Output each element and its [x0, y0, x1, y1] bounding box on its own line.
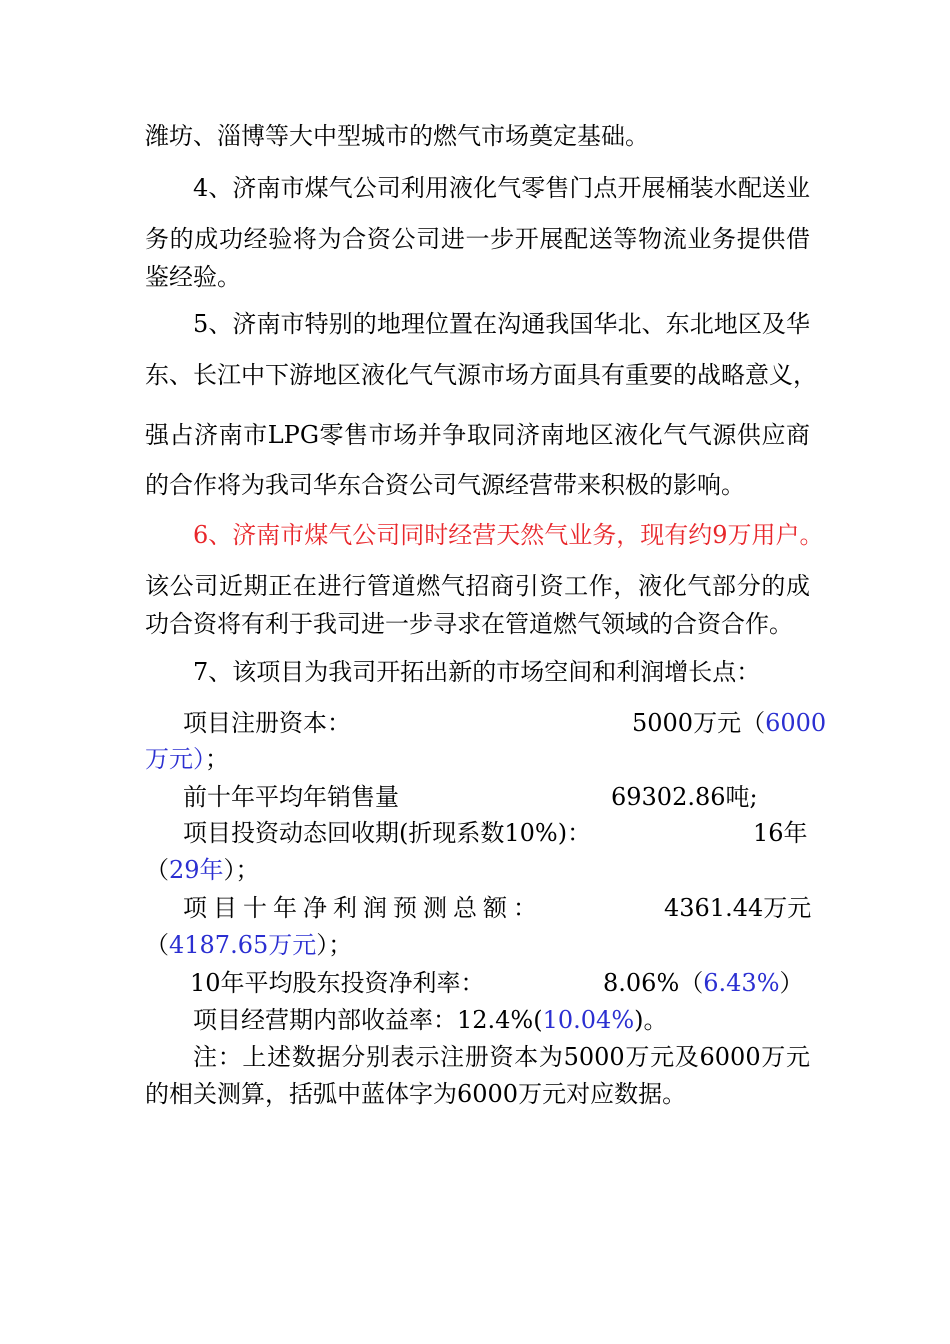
item-label: 10年平均股东投资净利率：	[190, 969, 485, 997]
paragraph-line: 东、长江中下游地区液化气气源市场方面具有重要的战略意义，	[145, 361, 817, 389]
paragraph-line: 潍坊、淄博等大中型城市的燃气市场奠定基础。	[145, 122, 649, 150]
item-continuation: （29年）；	[145, 856, 260, 884]
item-continuation: （4187.65万元）；	[145, 931, 353, 959]
item-value: 5000万元（6000	[632, 709, 827, 737]
item-label: 项目投资动态回收期(折现系数10%)：	[183, 819, 592, 847]
paragraph-line: 务的成功经验将为合资公司进一步开展配送等物流业务提供借	[145, 225, 810, 253]
item-roi	[190, 966, 810, 1000]
item-registered-capital	[183, 706, 827, 740]
item-annual-sales	[183, 780, 810, 814]
item-value: 4361.44万元	[664, 894, 812, 922]
paragraph-line: 7、该项目为我司开拓出新的市场空间和利润增长点：	[193, 658, 761, 686]
item-value: 16年	[753, 819, 808, 847]
note-line: 注：上述数据分别表示注册资本为5000万元及6000万元	[193, 1043, 810, 1071]
item-label: 项目注册资本：	[183, 709, 351, 737]
paragraph-line: 强占济南市LPG零售市场并争取同济南地区液化气气源供应商	[145, 421, 810, 449]
item-value: 69302.86吨;	[611, 783, 758, 811]
paragraph-line: 鉴经验。	[145, 263, 241, 291]
paragraph-line: 4、济南市煤气公司利用液化气零售门点开展桶装水配送业	[193, 174, 810, 202]
item-label: 前十年平均年销售量	[183, 783, 399, 811]
item-value: 8.06%（6.43%）	[603, 969, 804, 997]
highlighted-line: 6、济南市煤气公司同时经营天然气业务，现有约9万用户。	[193, 521, 824, 549]
item-label: 项目十年净利润预测总额：	[183, 894, 543, 922]
item-payback-period	[183, 816, 810, 850]
note-line: 的相关测算，括弧中蓝体字为6000万元对应数据。	[145, 1080, 687, 1108]
item-net-profit	[183, 891, 810, 925]
paragraph-line: 该公司近期正在进行管道燃气招商引资工作，液化气部分的成	[145, 572, 810, 600]
paragraph-line: 的合作将为我司华东合资公司气源经营带来积极的影响。	[145, 471, 745, 499]
item-continuation: 万元）；	[145, 745, 229, 773]
item-irr: 项目经营期内部收益率：12.4%(10.04%)。	[193, 1006, 668, 1034]
paragraph-line: 功合资将有利于我司进一步寻求在管道燃气领域的合资合作。	[145, 610, 793, 638]
paragraph-line: 5、济南市特别的地理位置在沟通我国华北、东北地区及华	[193, 310, 810, 338]
